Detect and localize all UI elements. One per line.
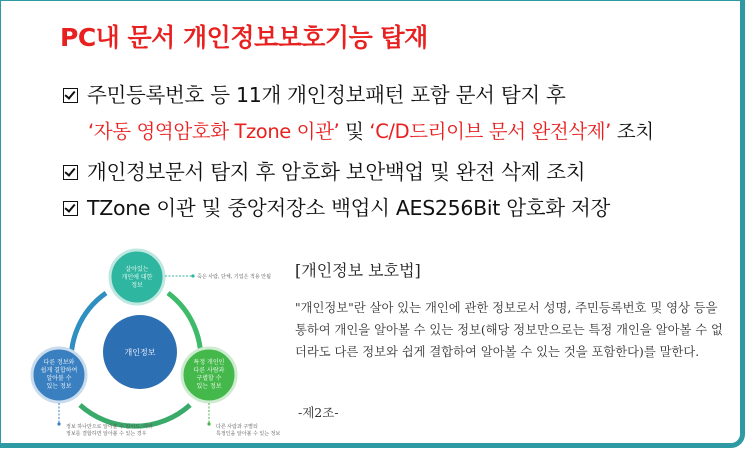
right-node-line3: 구별할 수 [196,375,222,382]
left-note-2: 정보를 결합하면 알아볼 수 있는 경우 [66,431,147,437]
right-node-line4: 있는 정보 [196,383,222,390]
left-dot [57,422,60,425]
action-suffix: 조치 [610,120,654,143]
law-body: "개인정보"란 살아 있는 개인에 관한 정보로서 성명, 주민등록번호 및 영상 등을 통하여 개인을 알아볼 수 있는 정보(해당 정보만으로는 특정 개인을 알아볼 수 없더라도 다른 정보와 쉽게 결합하여 알아볼 수 있는 것을 포함한다)를 말한다. [295,301,723,359]
connector-text: 및 [339,120,370,143]
left-node-line2: 쉽게 결합하여 [40,367,78,374]
right-node-line2: 다른 사람과 [193,367,225,374]
left-note-1: 정보 하나만으로 알아볼 수 없어도, 여러 [66,424,153,430]
top-dot [191,274,194,277]
page-title: PC내 문서 개인정보보호기능 탑재 [60,23,428,52]
bullet-backup-delete [63,155,585,185]
checkbox-icon [63,88,78,103]
right-note-1: 다른 사람과 구별되 [216,424,258,430]
top-node-line2: 개인에 대한 [121,274,153,281]
bullet-text: TZone 이관 및 중앙저장소 백업시 AES256Bit 암호화 저장 [87,196,610,220]
right-note-2: 특정인을 알아볼 수 있는 정보 [216,431,281,437]
action-tzone: ‘자동 영역암호화 Tzone 이관’ [88,120,340,143]
action-delete: ‘C/D드리이브 문서 완전삭제’ [369,120,611,143]
personal-info-diagram [0,240,290,445]
checkbox-icon [63,201,78,216]
bullet-text: 주민등록번호 등 11개 개인정보패턴 포함 문서 탐지 후 [87,83,566,107]
arc-bottom [80,405,190,426]
left-node-line4: 있는 정보 [46,383,72,390]
law-reference: -제2조- [298,405,339,420]
bullet-text: 개인정보문서 탐지 후 암호화 보안백업 및 완전 삭제 조치 [87,160,586,184]
checkbox-icon [63,165,78,180]
bullet-detect-actions [88,116,654,144]
right-dot [207,422,210,425]
law-title: [개인정보 보호법] [295,261,421,280]
top-note: 죽은 사람, 단체, 기업은 적용 안됨 [197,274,271,280]
left-node-line3: 알아볼 수 [46,375,72,382]
bullet-aes-encryption [63,191,610,221]
top-node-line3: 정보 [131,282,143,289]
left-node-line1: 다른 정보와 [43,359,75,366]
top-node-line1: 살아있는 [125,266,149,273]
center-label: 개인정보 [124,348,156,357]
bullet-detect-patterns [63,78,566,108]
right-node-line1: 특정 개인인 [193,359,225,366]
